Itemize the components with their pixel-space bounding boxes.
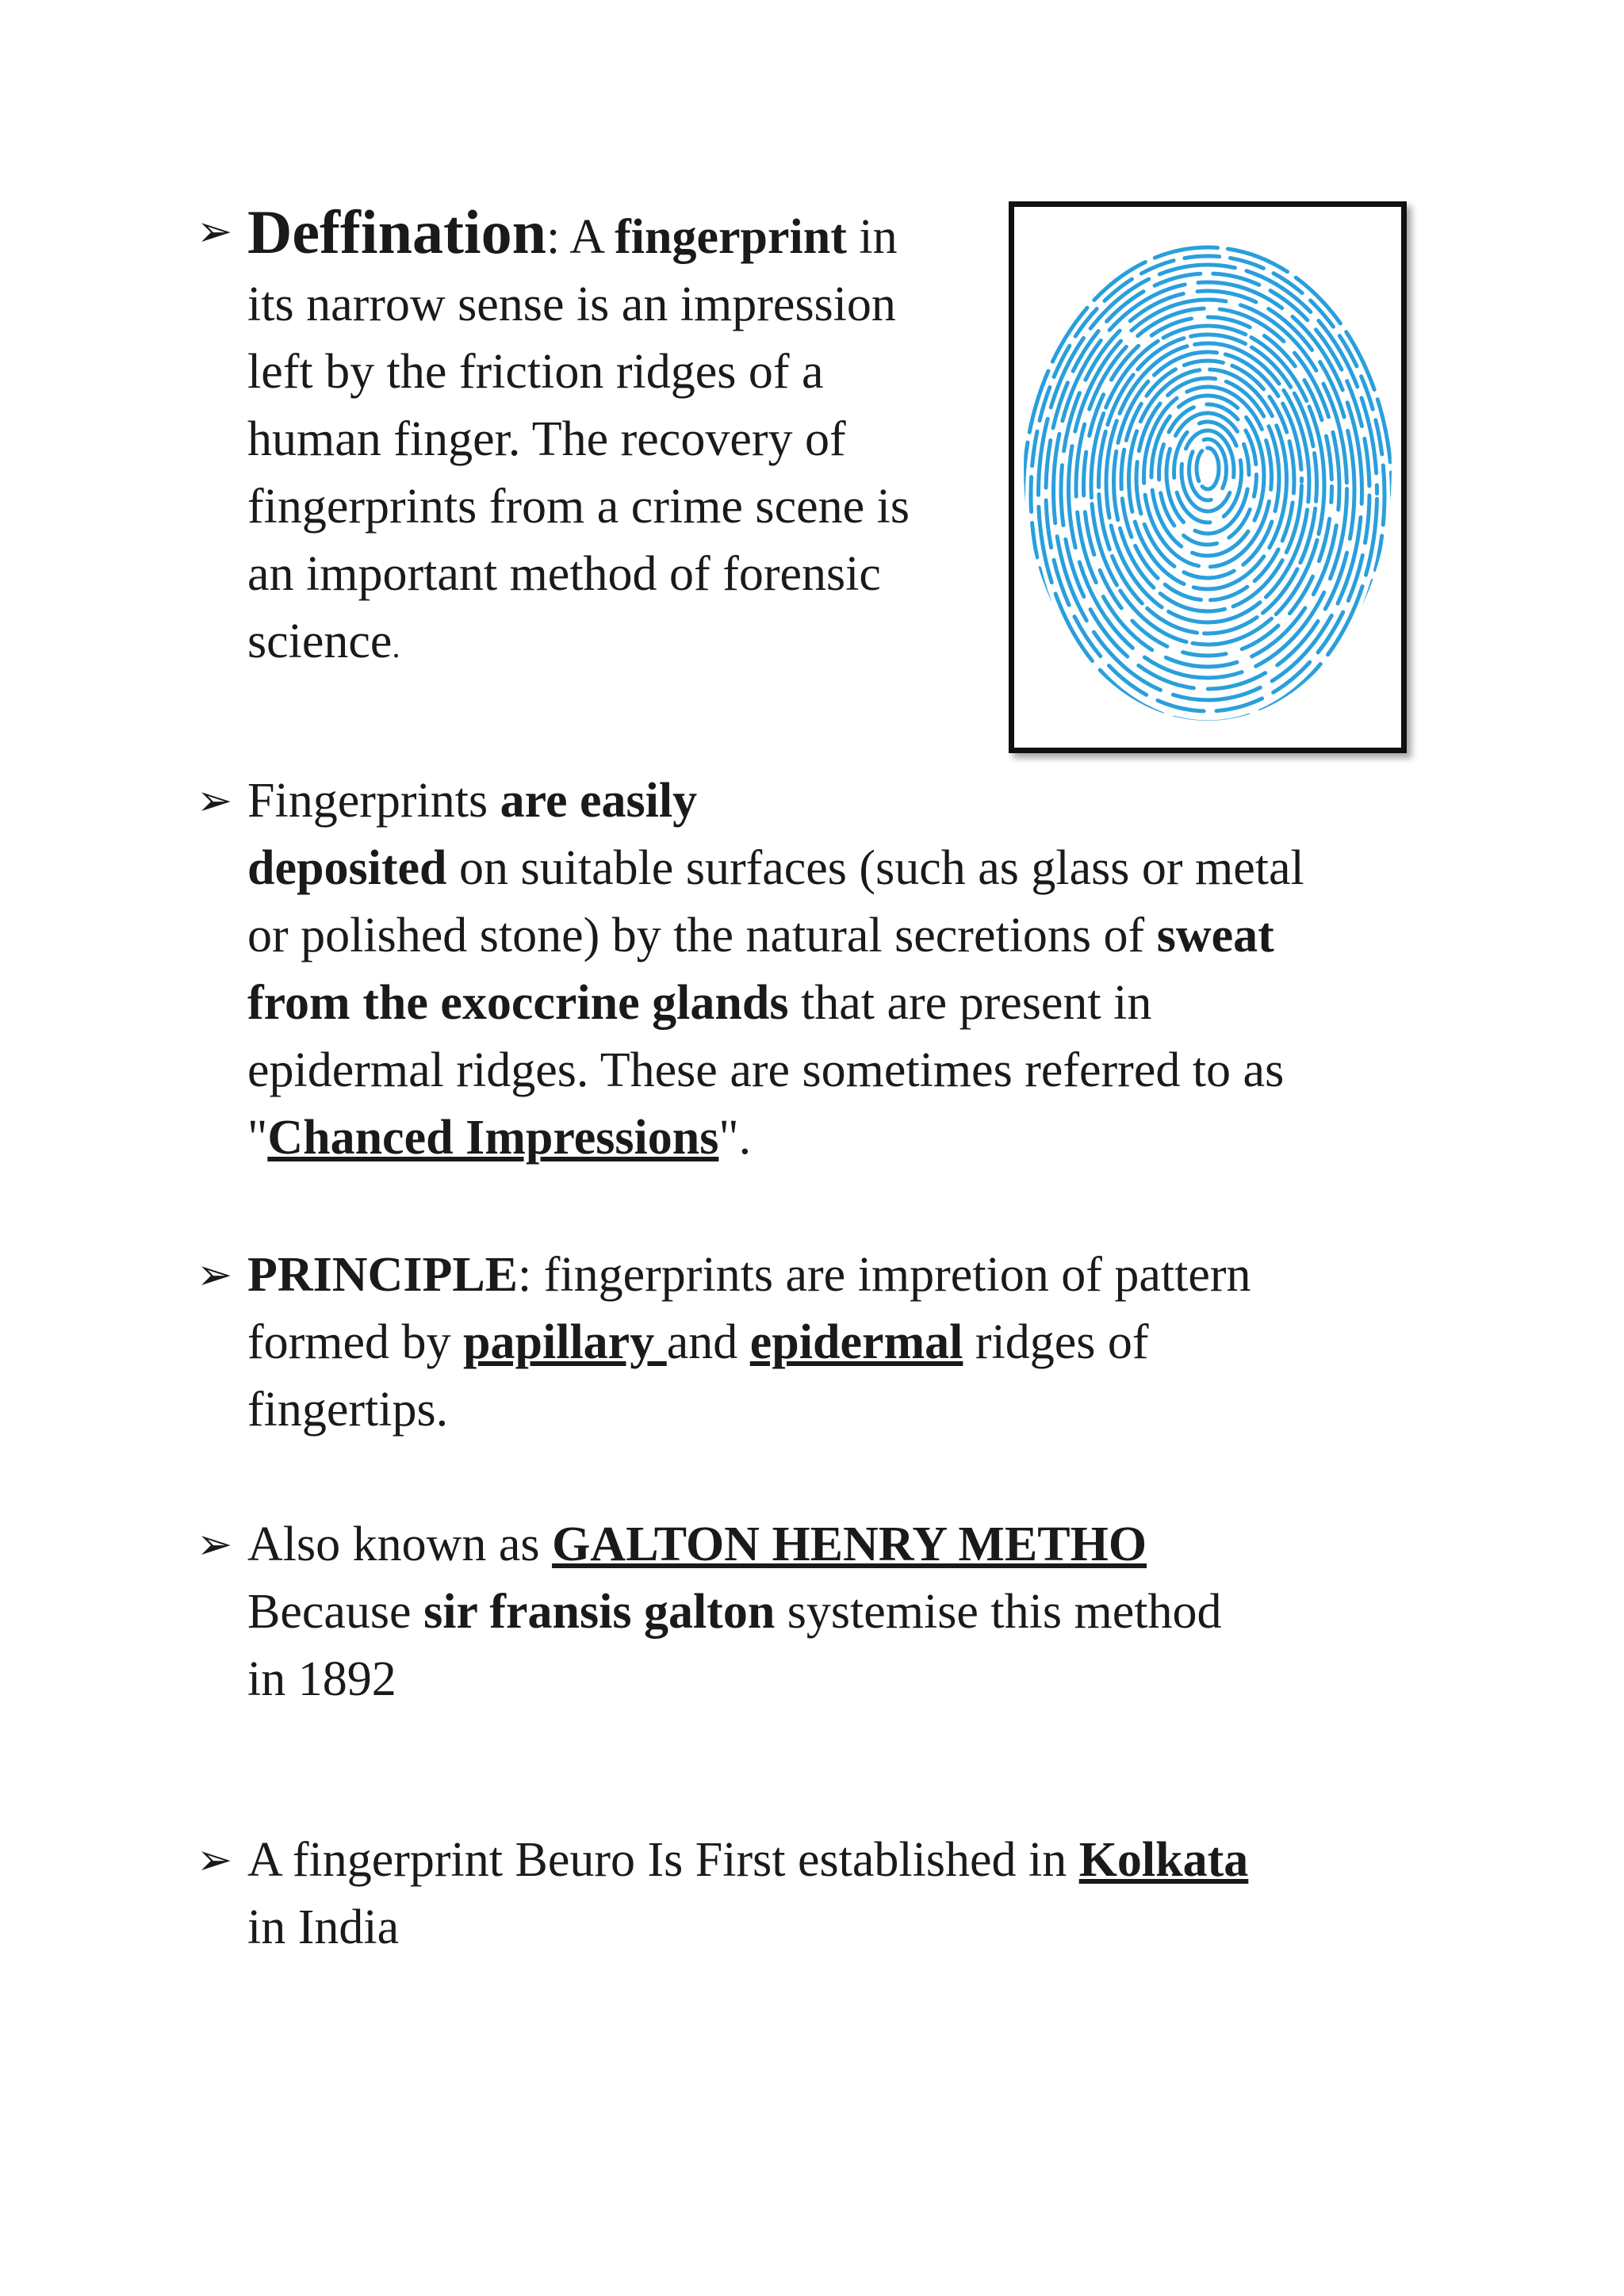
chanced-impressions-term: Chanced Impressions — [267, 1111, 719, 1165]
keyword-fingerprint: fingerprint — [615, 210, 847, 264]
deposits-line-1: Fingerprints are easily — [247, 774, 698, 828]
fingerprint-ridge — [1114, 352, 1302, 611]
definition-line-3: left by the friction ridges of a — [247, 345, 824, 399]
bullet-deposits — [197, 767, 1304, 1172]
bullet-definition — [197, 198, 910, 680]
fingerprint-image — [1009, 201, 1407, 753]
deposits-line-4: from the exoccrine glands that are present in — [247, 976, 1152, 1030]
fingerprint-ridge — [1024, 247, 1392, 744]
bullet-galton — [197, 1511, 1221, 1713]
bullet-principle — [197, 1242, 1251, 1444]
fingerprint-ridge — [1174, 422, 1242, 522]
deposits-line-6: "Chanced Impressions". — [247, 1111, 752, 1165]
definition-line-6: an important method of forensic — [247, 547, 881, 601]
definition-line-5: fingerprints from a crime scene is — [247, 480, 910, 534]
galton-henry-method-term: GALTON HENRY METHO — [552, 1517, 1147, 1571]
bureau-line-1: A fingerprint Beuro Is First established in Kolkata — [247, 1833, 1249, 1887]
arrow-bullet-icon: ➢ — [197, 1521, 233, 1568]
principle-line-2: formed by papillary and epidermal ridges of — [247, 1315, 1149, 1369]
definition-line-4: human finger. The recovery of — [247, 412, 846, 466]
fingerprint-icon — [1014, 207, 1401, 748]
bullet-bureau — [197, 1827, 1248, 1961]
principle-line-1: PRINCIPLE: fingerprints are impretion of pattern — [247, 1248, 1251, 1302]
fingerprint-ridge — [1197, 448, 1219, 489]
arrow-bullet-icon: ➢ — [197, 1836, 233, 1884]
principle-heading: PRINCIPLE — [247, 1248, 519, 1302]
arrow-bullet-icon: ➢ — [197, 1251, 233, 1299]
arrow-bullet-icon: ➢ — [197, 208, 233, 255]
fingerprint-ridge — [1091, 326, 1324, 645]
galton-line-3: in 1892 — [247, 1652, 396, 1706]
deposits-line-5: epidermal ridges. These are sometimes referred to as — [247, 1043, 1285, 1097]
kolkata-term: Kolkata — [1078, 1833, 1249, 1887]
deposits-line-2: deposited on suitable surfaces (such as glass or metal — [247, 841, 1304, 895]
definition-line-7: science. — [247, 614, 400, 668]
galton-line-1: Also known as GALTON HENRY METHO — [247, 1517, 1147, 1571]
definition-line-2: its narrow sense is an impression — [247, 277, 896, 331]
deposits-line-3: or polished stone) by the natural secretions of sweat — [247, 909, 1274, 962]
arrow-bullet-icon: ➢ — [197, 777, 233, 825]
bureau-line-2: in India — [247, 1900, 400, 1954]
definition-line-1: Deffination: A fingerprint in — [247, 197, 898, 266]
definition-heading: Deffination — [247, 197, 546, 266]
galton-line-2: Because sir fransis galton systemise this method — [247, 1585, 1222, 1639]
principle-line-3: fingertips. — [247, 1383, 449, 1437]
